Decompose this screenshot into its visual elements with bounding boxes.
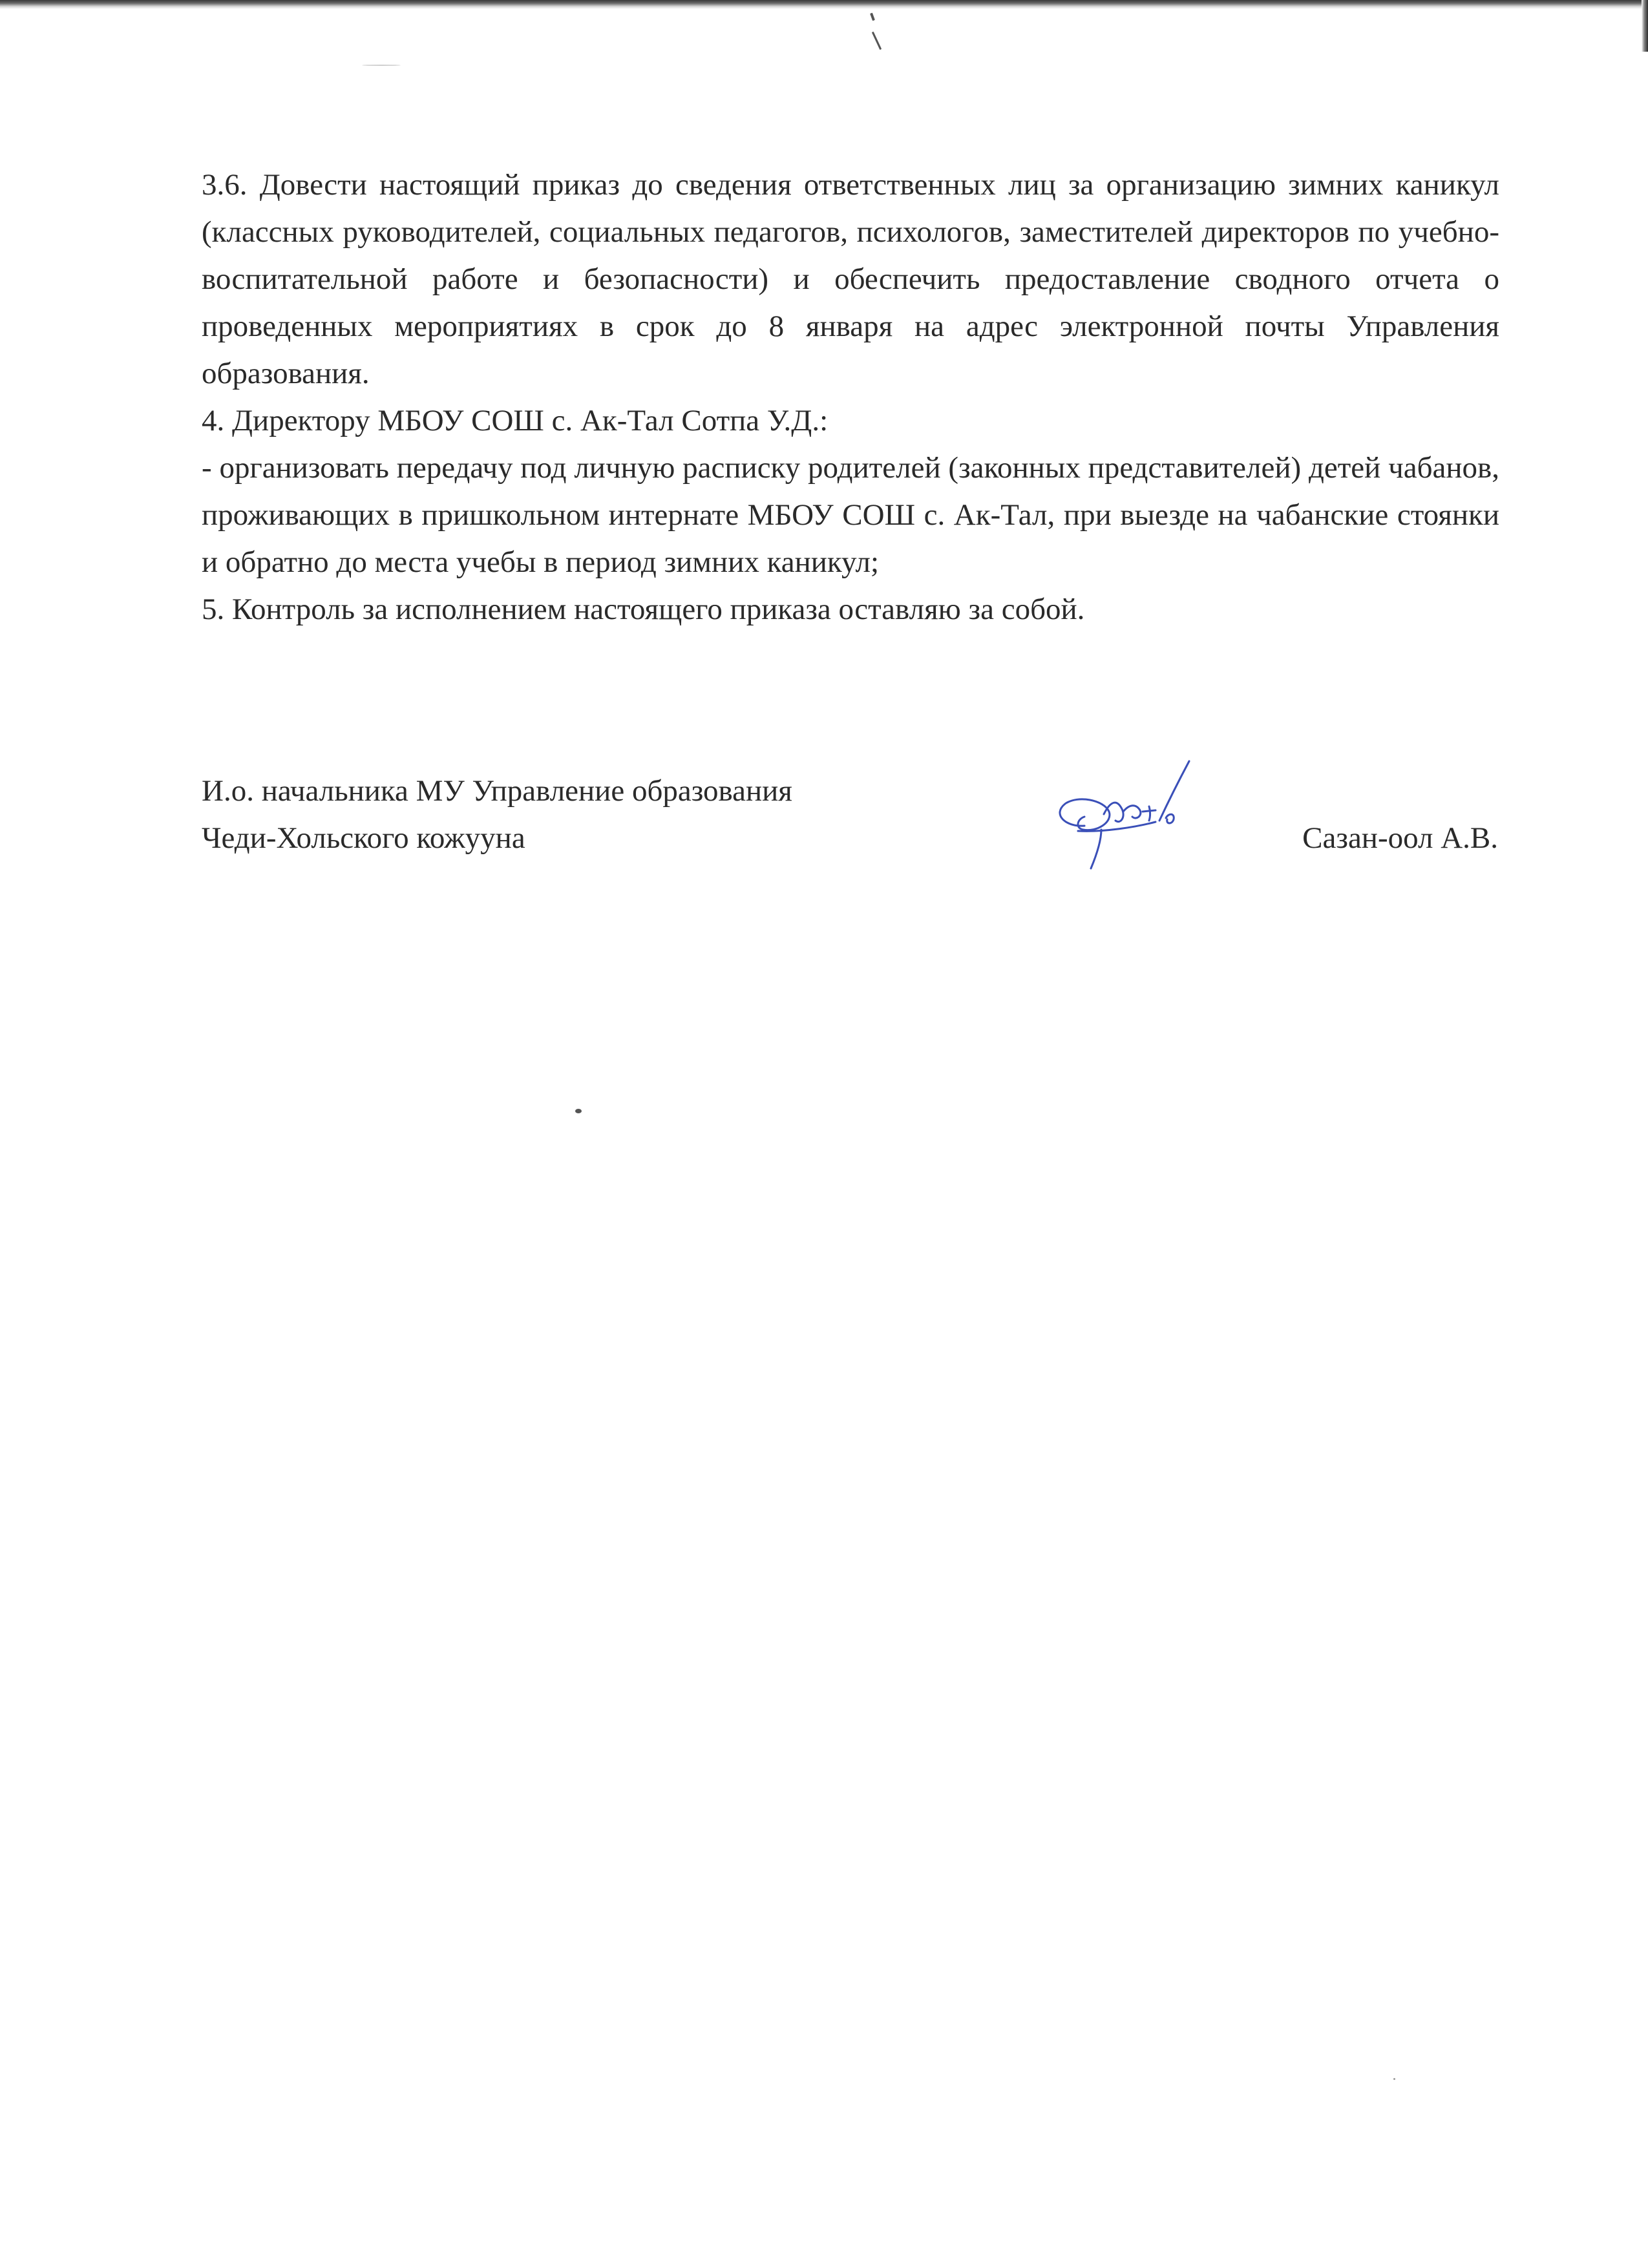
signature-stroke [1166,814,1174,823]
signatory-position [202,768,792,862]
signatory-position-line2: Чеди-Хольского кожууна [202,821,525,855]
signature-stroke [1091,830,1101,868]
document-body [202,162,1499,633]
scan-edge-right [1642,0,1648,52]
handwritten-signature [1039,750,1233,879]
scan-speck [1393,2078,1395,2080]
paragraph-item-4-sub: - организовать передачу под личную расписку родителей (законных представителей) детей чабанов, проживающих в пришкольном интернате МБОУ СОШ с. Ак-Тал, при выезде на чабанские стоянки и обратно до места учебы в период зимних каникул; [202,451,1499,579]
scan-speck [872,32,882,50]
scan-edge-top [0,0,1648,9]
paragraph-item-3-6: 3.6. Довести настоящий приказ до сведения ответственных лиц за организацию зимних каникул (классных руководителей, социальных педагогов, психологов, заместителей директоров по учебно-воспитательной работе и безопасности) и обеспечить предоставление сводного отчета о проведенных мероприятиях в срок до 8 января на адрес электронной почты Управления образования. [202,168,1499,390]
scan-speck [575,1109,582,1113]
signature-stroke [1159,761,1189,821]
signatory-name: Сазан-оол А.В. [1302,821,1498,855]
signature-stroke [1060,799,1110,830]
signatory-position-line1: И.о. начальника МУ Управление образования [202,774,792,808]
signature-stroke [1123,806,1141,818]
signature-stroke [1143,806,1156,821]
signature-stroke [1104,803,1123,821]
paragraph-item-5: 5. Контроль за исполнением настоящего приказа оставляю за собой. [202,593,1085,626]
paragraph-item-4: 4. Директору МБОУ СОШ с. Ак-Тал Сотпа У.Д.: [202,404,829,437]
scan-speck [362,65,401,66]
scan-speck [870,13,875,21]
